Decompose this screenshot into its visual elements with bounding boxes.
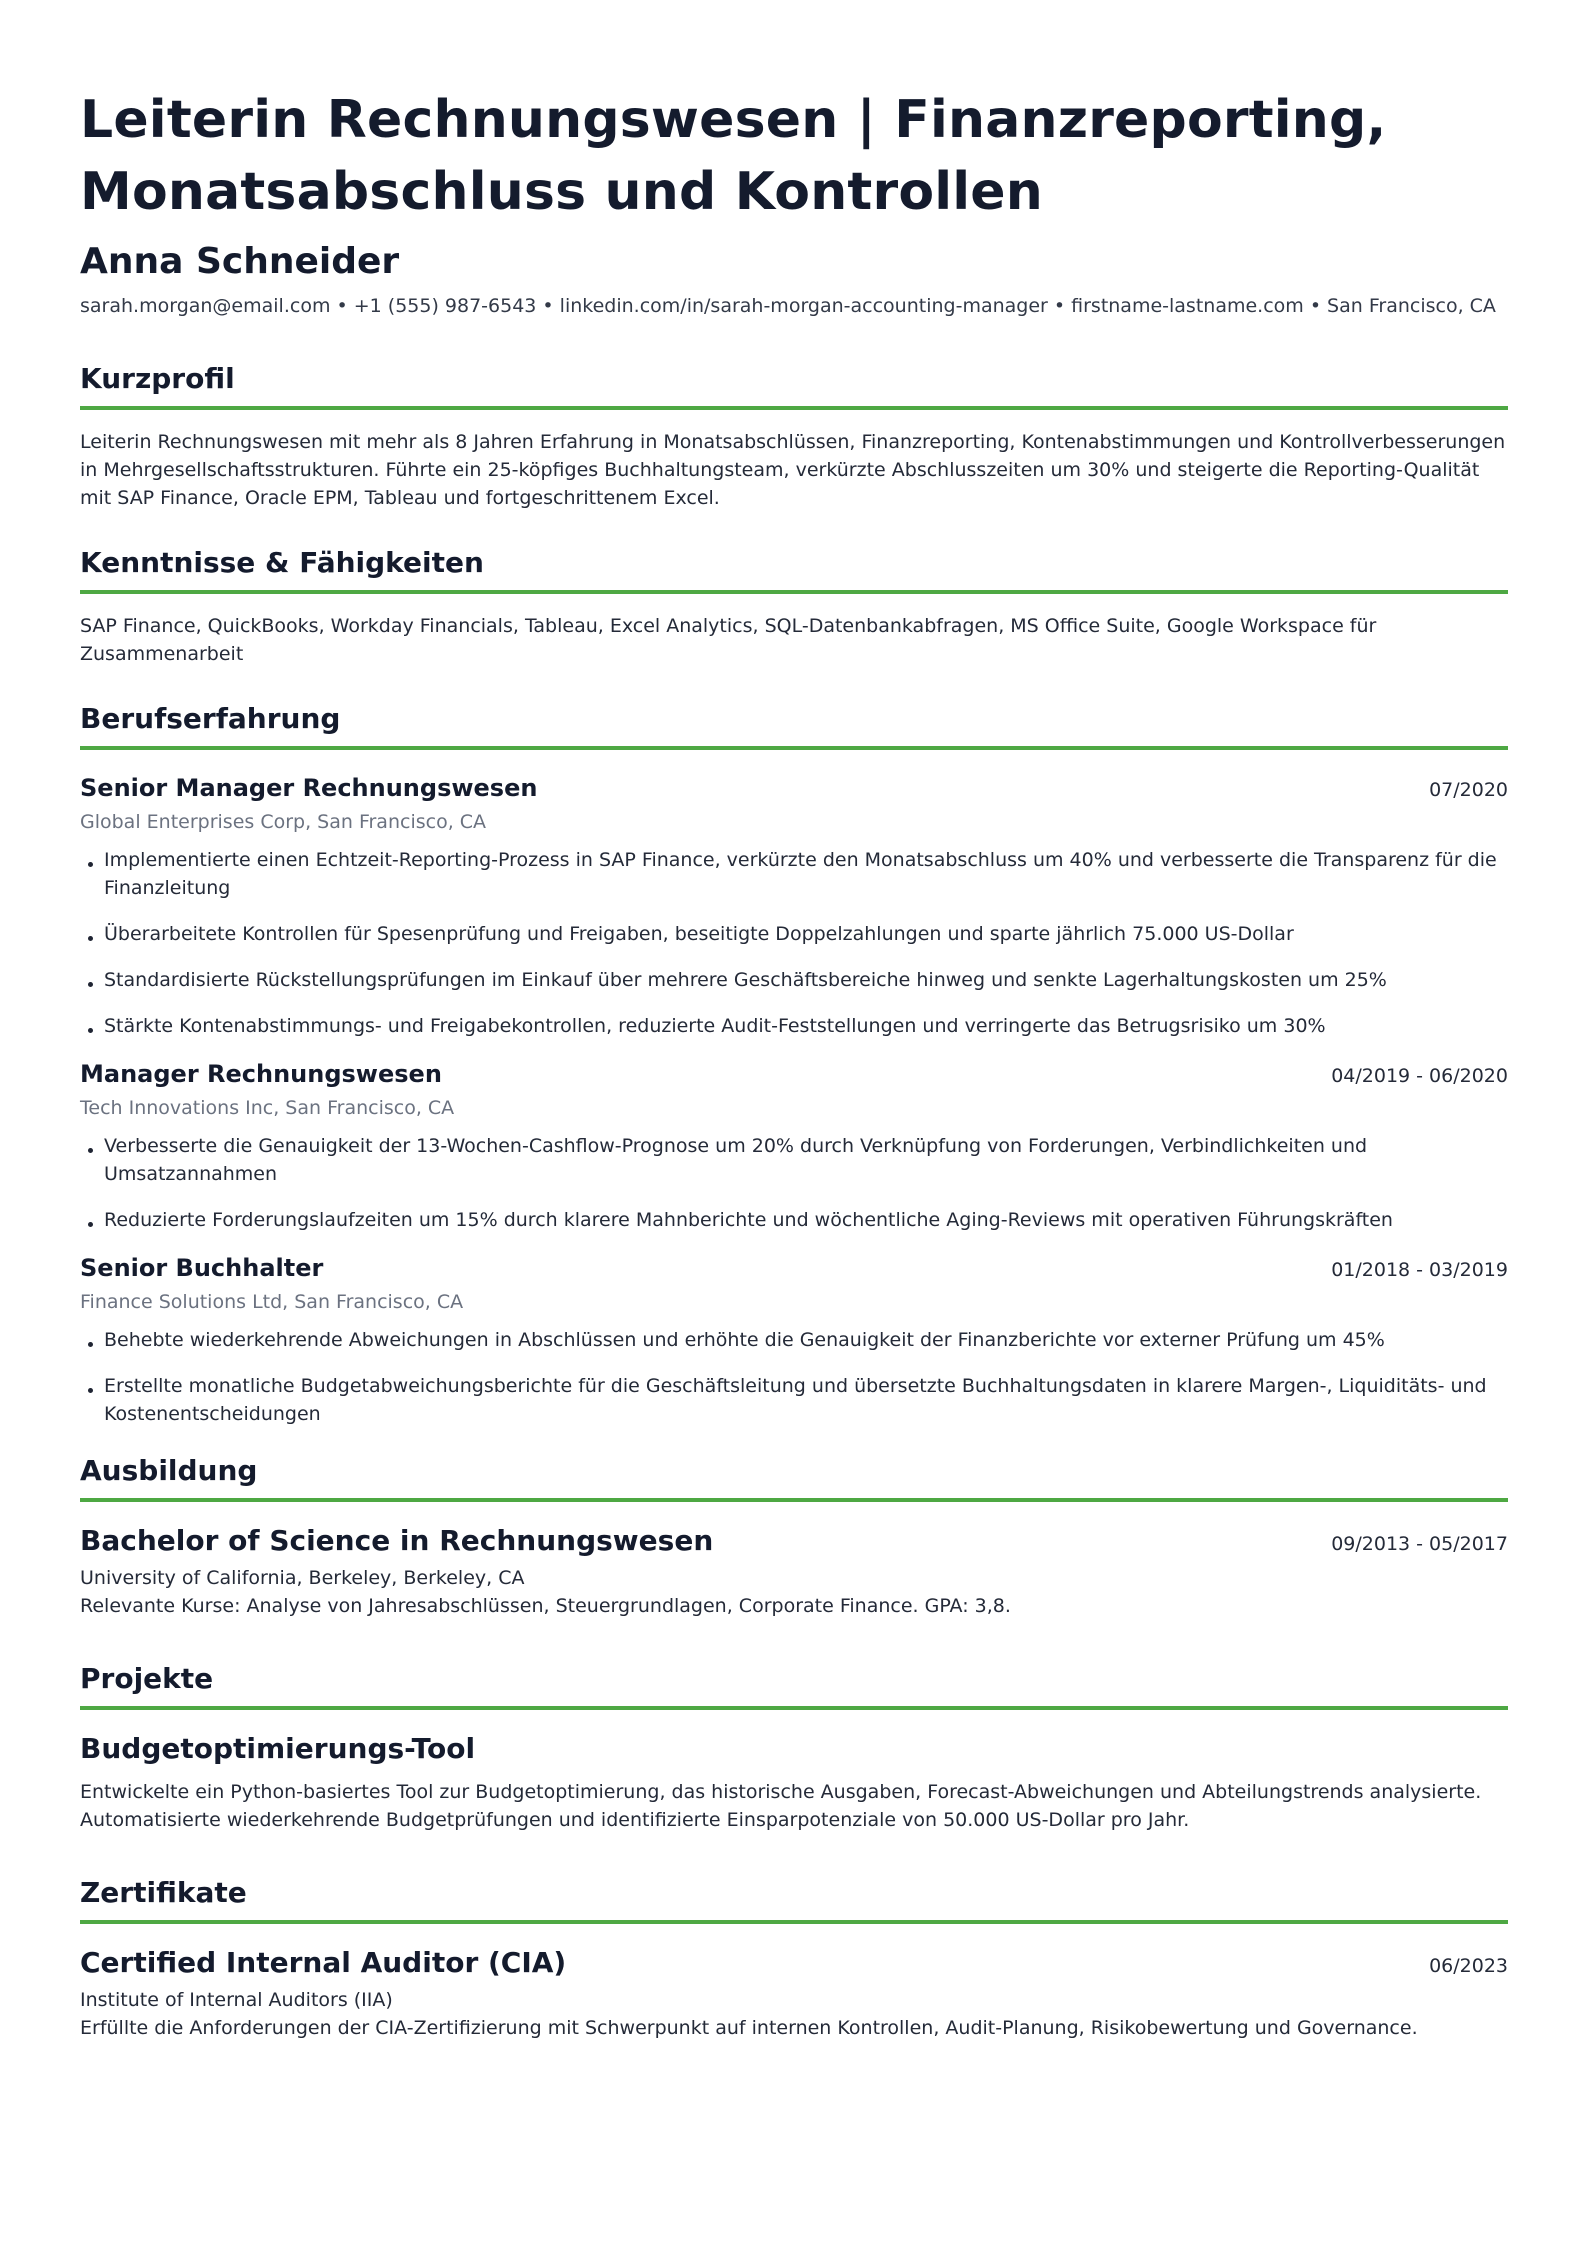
- education-date: 09/2013 - 05/2017: [1331, 1533, 1508, 1555]
- certificate-text: Erfüllte die Anforderungen der CIA-Zertifizierung mit Schwerpunkt auf internen Kontrollen, Audit-Planung, Risikobewertung und Governance.: [80, 2017, 1418, 2039]
- job-title: Manager Rechnungswesen: [80, 1060, 442, 1088]
- job-bullets: [80, 1132, 1508, 1234]
- skills-section: [80, 544, 1508, 668]
- section-heading-education: Ausbildung: [80, 1452, 1508, 1502]
- job-date: 01/2018 - 03/2019: [1331, 1259, 1508, 1281]
- job-entry: [80, 772, 1508, 1040]
- skills-text: SAP Finance, QuickBooks, Workday Financials, Tableau, Excel Analytics, SQL-Datenbankabfragen, MS Office Suite, Google Workspace für Zusammenarbeit: [80, 615, 1377, 665]
- job-date: 04/2019 - 06/2020: [1331, 1065, 1508, 1087]
- education-details: Relevante Kurse: Analyse von Jahresabschlüssen, Steuergrundlagen, Corporate Finance. GPA: 3,8.: [80, 1595, 1011, 1617]
- job-bullet: Reduzierte Forderungslaufzeiten um 15% durch klarere Mahnberichte und wöchentliche Aging-Reviews mit operativen Führungskräften: [80, 1206, 1508, 1234]
- contact-line: sarah.morgan@email.com • +1 (555) 987-6543 • linkedin.com/in/sarah-morgan-accounting-manager • firstname-lastname.com • San Francisco, CA: [80, 295, 1496, 317]
- resume-title: Leiterin Rechnungswesen | Finanzreporting, Monatsabschluss und Kontrollen: [80, 90, 1387, 222]
- job-bullet: Standardisierte Rückstellungsprüfungen im Einkauf über mehrere Geschäftsbereiche hinweg und senkte Lagerhaltungskosten um 25%: [80, 966, 1508, 994]
- job-bullet: Überarbeitete Kontrollen für Spesenprüfung und Freigaben, beseitigte Doppelzahlungen und sparte jährlich 75.000 US-Dollar: [80, 920, 1508, 948]
- job-bullet: Implementierte einen Echtzeit-Reporting-Prozess in SAP Finance, verkürzte den Monatsabschluss um 40% und verbesserte die Transparenz für die Finanzleitung: [80, 846, 1508, 902]
- section-heading-projects: Projekte: [80, 1660, 1508, 1710]
- section-heading-certificates: Zertifikate: [80, 1874, 1508, 1924]
- job-title: Senior Buchhalter: [80, 1254, 324, 1282]
- education-section: [80, 1452, 1508, 1620]
- degree-title: Bachelor of Science in Rechnungswesen: [80, 1524, 714, 1557]
- project-entry: [80, 1730, 1508, 1834]
- education-entry: [80, 1522, 1508, 1620]
- project-name: Budgetoptimierungs-Tool: [80, 1732, 476, 1765]
- project-text: Entwickelte ein Python-basiertes Tool zur Budgetoptimierung, das historische Ausgaben, Forecast-Abweichungen und Abteilungstrends analysierte. Automatisierte wiederkehrende Budgetprüfungen und identifizierte Einsparpotenziale von 50.000 US-Dollar pro Jahr.: [80, 1781, 1482, 1831]
- summary-section: [80, 360, 1508, 512]
- candidate-name: Anna Schneider: [80, 241, 400, 282]
- summary-text: Leiterin Rechnungswesen mit mehr als 8 Jahren Erfahrung in Monatsabschlüssen, Finanzreporting, Kontenabstimmungen und Kontrollverbesserungen in Mehrgesellschaftsstrukturen. Führte ein 25-köpfiges Buchhaltungsteam, verkürzte Abschlusszeiten um 30% und steigerte die Reporting-Qualität mit SAP Finance, Oracle EPM, Tableau und fortgeschrittenem Excel.: [80, 431, 1506, 509]
- job-title: Senior Manager Rechnungswesen: [80, 774, 538, 802]
- job-bullet: Verbesserte die Genauigkeit der 13-Wochen-Cashflow-Prognose um 20% durch Verknüpfung von Forderungen, Verbindlichkeiten und Umsatzannahmen: [80, 1132, 1508, 1188]
- job-bullet: Behebte wiederkehrende Abweichungen in Abschlüssen und erhöhte die Genauigkeit der Finanzberichte vor externer Prüfung um 45%: [80, 1326, 1508, 1354]
- certificate-date: 06/2023: [1429, 1955, 1508, 1977]
- job-company: Finance Solutions Ltd, San Francisco, CA: [80, 1291, 464, 1313]
- job-bullets: [80, 846, 1508, 1040]
- certificate-issuer: Institute of Internal Auditors (IIA): [80, 1989, 393, 2011]
- certificate-name: Certified Internal Auditor (CIA): [80, 1946, 567, 1979]
- section-heading-experience: Berufserfahrung: [80, 700, 1508, 750]
- job-bullet: Erstellte monatliche Budgetabweichungsberichte für die Geschäftsleitung und übersetzte Buchhaltungsdaten in klarere Margen-, Liquiditäts- und Kostenentscheidungen: [80, 1372, 1508, 1428]
- certificates-section: [80, 1874, 1508, 2042]
- job-company: Tech Innovations Inc, San Francisco, CA: [80, 1097, 455, 1119]
- job-bullet: Stärkte Kontenabstimmungs- und Freigabekontrollen, reduzierte Audit-Feststellungen und verringerte das Betrugsrisiko um 30%: [80, 1012, 1508, 1040]
- section-heading-skills: Kenntnisse & Fähigkeiten: [80, 544, 1508, 594]
- job-entry: [80, 1058, 1508, 1234]
- certificate-entry: [80, 1944, 1508, 2042]
- job-bullets: [80, 1326, 1508, 1428]
- job-date: 07/2020: [1429, 779, 1508, 801]
- school-name: University of California, Berkeley, Berkeley, CA: [80, 1567, 525, 1589]
- job-company: Global Enterprises Corp, San Francisco, CA: [80, 811, 487, 833]
- experience-section: [80, 700, 1508, 1428]
- section-heading-summary: Kurzprofil: [80, 360, 1508, 410]
- job-entry: [80, 1252, 1508, 1428]
- projects-section: [80, 1660, 1508, 1834]
